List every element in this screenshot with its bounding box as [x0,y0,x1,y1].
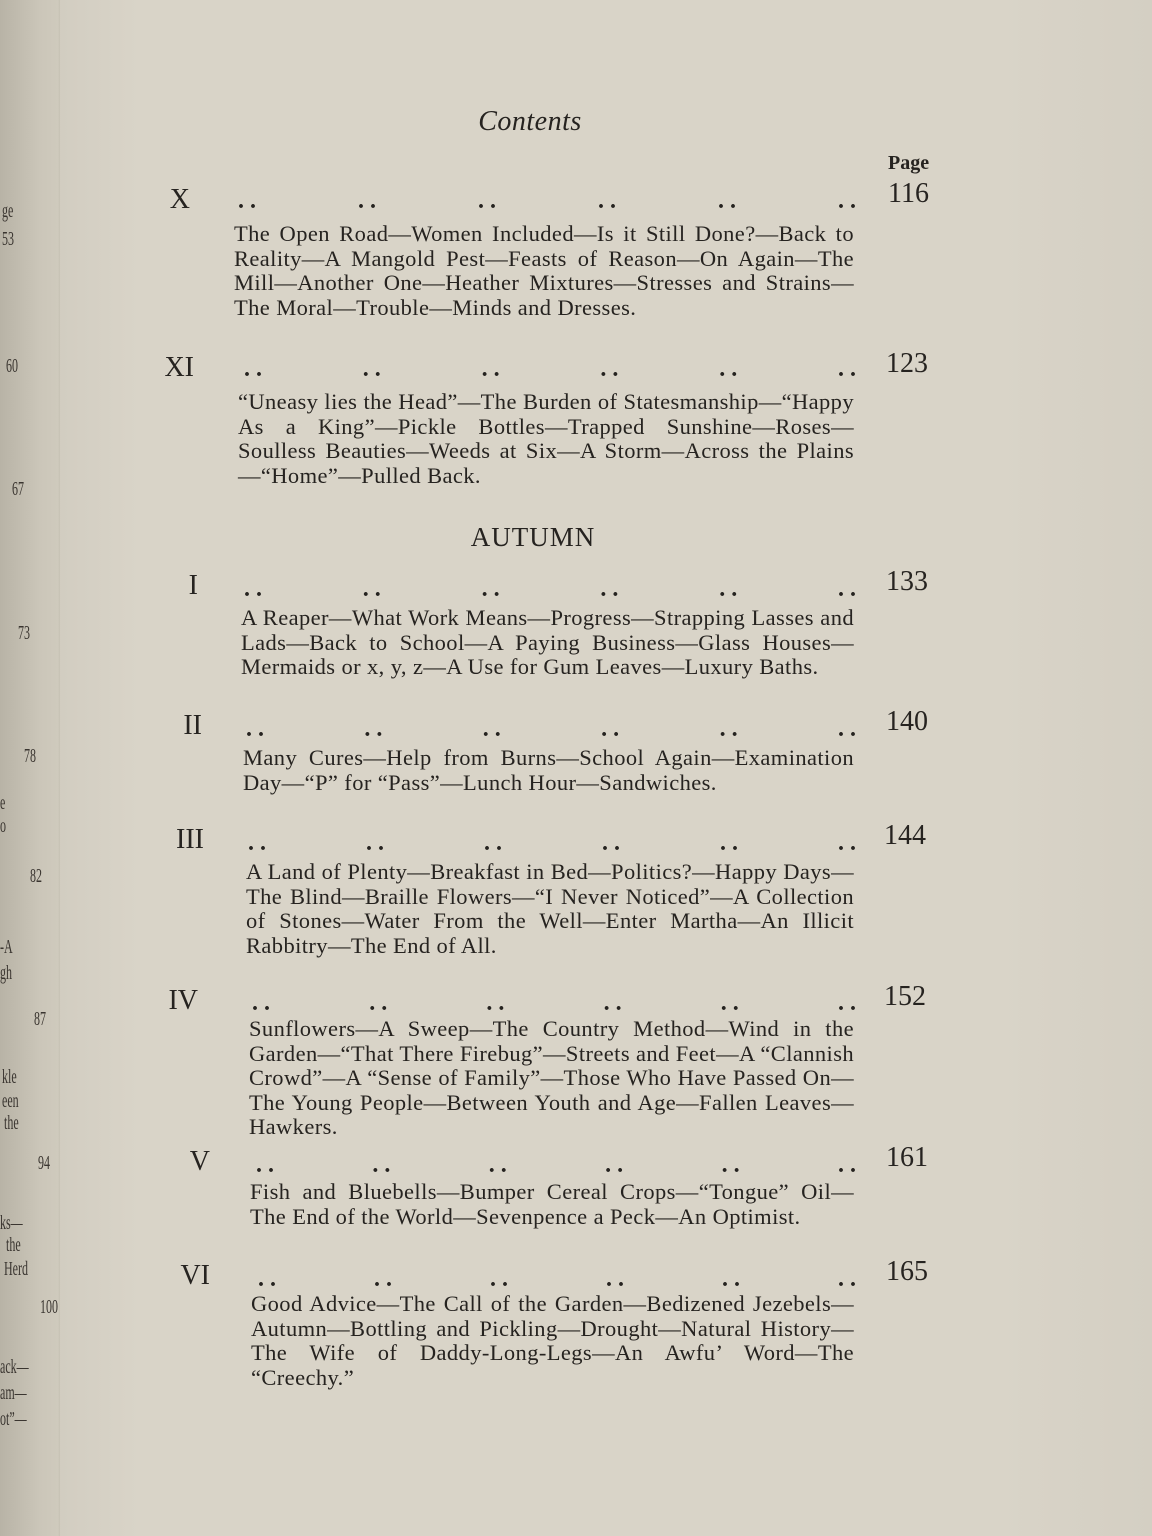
contents-title: Contents [478,106,582,137]
facing-page-fragment: Herd [4,1258,28,1280]
leader-dots: . . . . . . . . . . . . [244,356,856,382]
facing-page-fragment: kle [2,1066,17,1088]
page-column-heading: Page [888,152,930,174]
chapter-numeral: V [189,1146,210,1177]
page-number: 152 [884,981,926,1012]
chapter-numeral: III [176,824,204,855]
page-number: 133 [886,566,928,597]
chapter-description: Many Cures—Help from Burns—School Again—Examination Day—“P” for “Pass”—Lunch Hour—Sandwiches. [243,745,854,795]
facing-page-fragment: -A [0,936,13,958]
page-number: 116 [888,178,929,209]
facing-page-fragment: 53 [2,228,14,250]
facing-page-fragment: een [2,1090,19,1112]
page-number: 165 [886,1256,928,1287]
season-heading: AUTUMN [470,522,596,552]
chapter-description: The Open Road—Women Included—Is it Still Done?—Back to Reality—A Mangold Pest—Feasts of Reason—On Again—The Mill—Another One—Heather Mixtures—Stresses and Strains—The Moral—Trouble—Minds and Dresses. [234,221,854,320]
facing-page-fragment: 100 [40,1296,58,1318]
facing-page-fragment: the [6,1234,21,1256]
chapter-description: A Land of Plenty—Breakfast in Bed—Politics?—Happy Days—The Blind—Braille Flowers—“I Never Noticed”—A Collection of Stones—Water From the Well—Enter Martha—An Illicit Rabbitry—The End of All. [246,859,854,958]
chapter-numeral: II [183,710,202,741]
leader-dots: . . . . . . . . . . . . [256,1152,856,1178]
facing-page-fragment: gh [0,962,12,984]
leader-dots: . . . . . . . . . . . . [244,576,856,602]
facing-page-fragment: e [0,792,6,814]
leader-dots: . . . . . . . . . . . . [248,830,856,856]
facing-page-fragment: ot”— [0,1408,27,1430]
page-number: 140 [886,706,928,737]
facing-page-fragment: o [0,815,6,837]
facing-page-fragment: 87 [34,1008,46,1030]
chapter-description: Sunflowers—A Sweep—The Country Method—Wind in the Garden—“That There Firebug”—Streets and Feet—A “Clannish Crowd”—A “Sense of Family”—Those Who Have Passed On—The Young People—Between Youth and Age—Fallen Leaves—Hawkers. [249,1016,854,1139]
leader-dots: . . . . . . . . . . . . [258,1266,856,1292]
chapter-description: Good Advice—The Call of the Garden—Bedizened Jezebels—Autumn—Bottling and Pickling—Drought—Natural History—The Wife of Daddy-Long-Legs—An Awfu’ Word—The “Creechy.” [251,1291,854,1390]
chapter-numeral: IV [168,985,198,1016]
leader-dots: . . . . . . . . . . . . [252,990,856,1016]
page-number: 161 [886,1142,928,1173]
facing-page-edge [0,0,60,1536]
facing-page-fragment: 67 [12,478,24,500]
chapter-description: Fish and Bluebells—Bumper Cereal Crops—“Tongue” Oil—The End of the World—Sevenpence a Peck—An Optimist. [250,1179,854,1229]
leader-dots: . . . . . . . . . . . . [246,716,856,742]
chapter-numeral: VI [180,1260,210,1291]
facing-page-fragment: 82 [30,865,42,887]
page-number: 144 [884,820,926,851]
facing-page-fragment: ge [2,200,14,222]
facing-page-fragment: 94 [38,1152,50,1174]
chapter-numeral: XI [164,352,194,383]
chapter-description: A Reaper—What Work Means—Progress—Strapping Lasses and Lads—Back to School—A Paying Business—Glass Houses—Mermaids or x, y, z—A Use for Gum Leaves—Luxury Baths. [241,605,854,679]
facing-page-fragment: the [4,1112,19,1134]
page-number: 123 [886,348,928,379]
chapter-description: “Uneasy lies the Head”—The Burden of Statesmanship—“Happy As a King”—Pickle Bottles—Trapped Sunshine—Roses—Soulless Beauties—Weeds at Six—A Storm—Across the Plains—“Home”—Pulled Back. [238,389,854,488]
facing-page-fragment: am— [0,1382,27,1404]
facing-page-fragment: ks— [0,1212,23,1234]
facing-page-fragment: 73 [18,622,30,644]
facing-page-fragment: ack— [0,1356,29,1378]
chapter-numeral: I [188,570,198,601]
facing-page-fragment: 60 [6,355,18,377]
facing-page-fragment: 78 [24,745,36,767]
chapter-numeral: X [169,184,190,215]
leader-dots: . . . . . . . . . . . . [238,188,856,214]
